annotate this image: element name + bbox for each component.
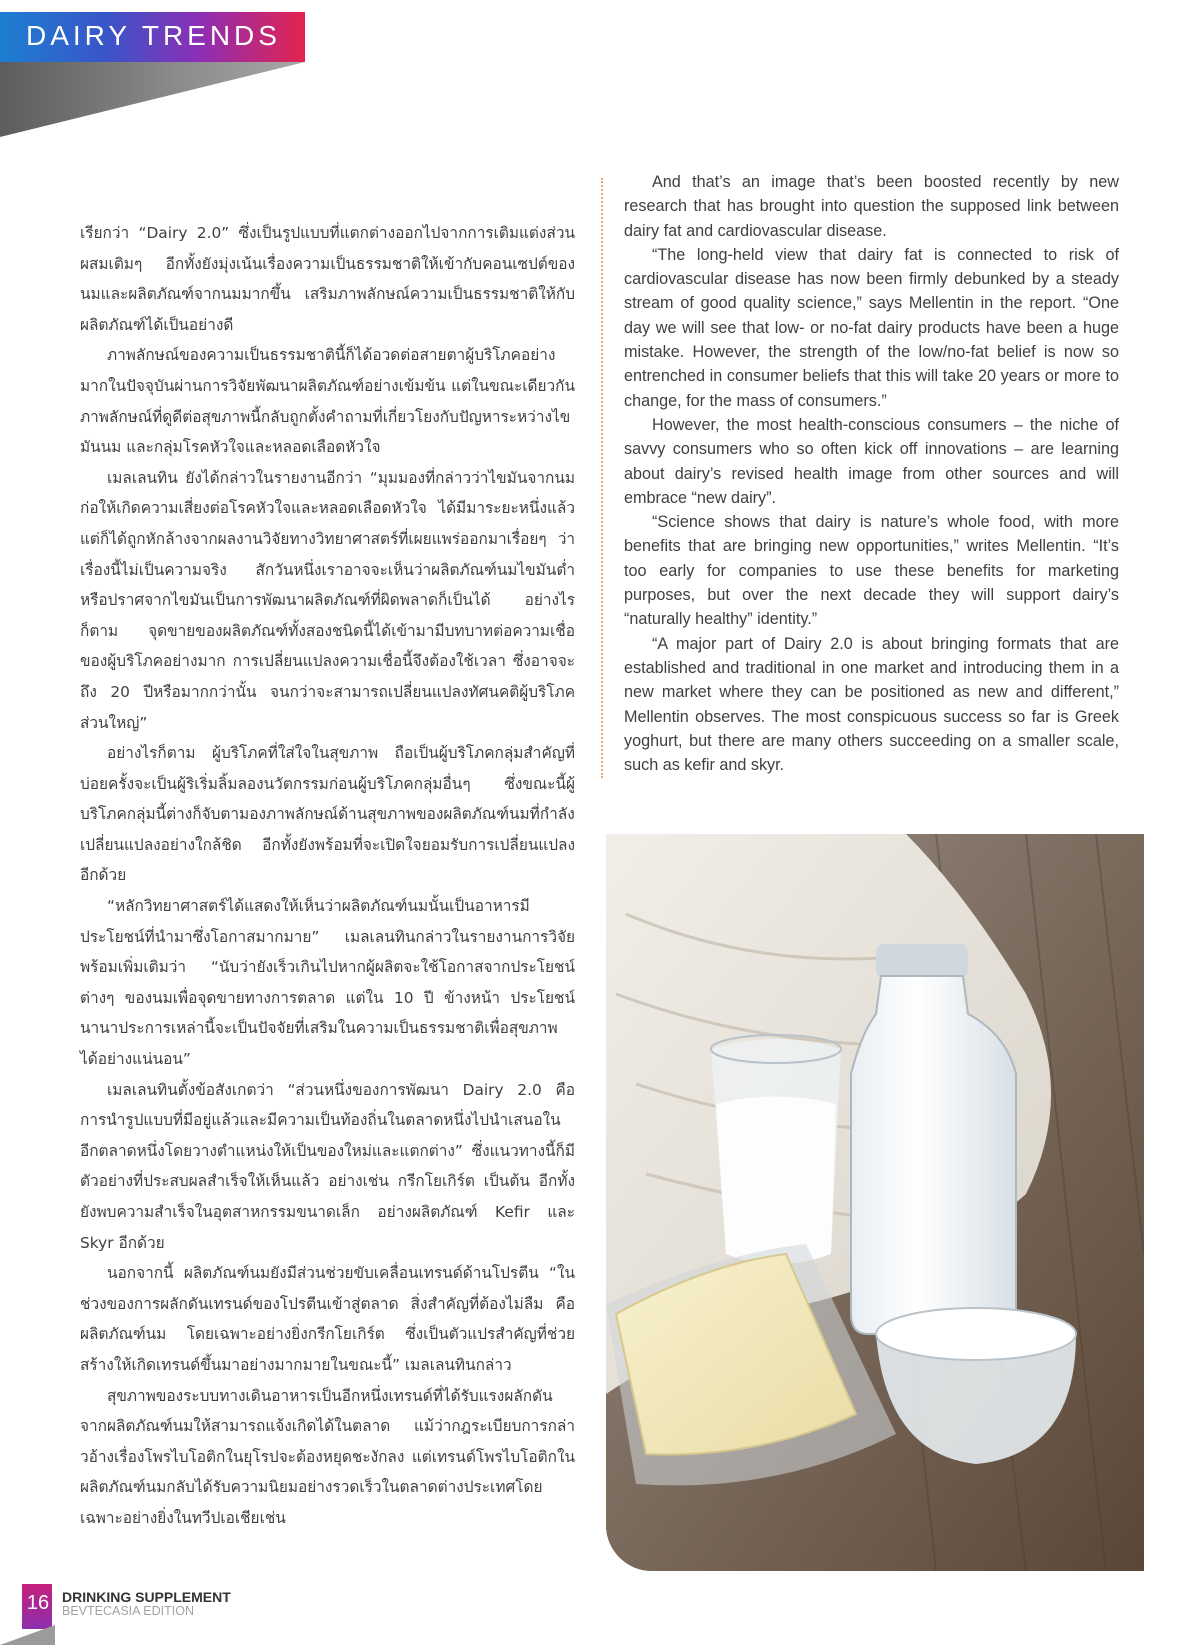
article-paragraph: ภาพลักษณ์ของความเป็นธรรมชาตินี้ก็ได้อวดต่อสายตาผู้บริโภคอย่างมากในปัจจุบันผ่านการวิจัยพัฒนาผลิตภัณฑ์อย่างเข้มข้น แต่ในขณะเดียวกันภาพลักษณ์ที่ดูดีต่อสุขภาพนี้กลับถูกตั้งคำถามที่เกี่ยวโยงกับปัญหาระหว่างไขมันนม และกลุ่มโรคหัวใจและหลอดเลือดหัวใจ xyxy=(80,346,575,457)
article-paragraph: นอกจากนี้ ผลิตภัณฑ์นมยังมีส่วนช่วยขับเคลื่อนเทรนด์ด้านโปรตีน “ในช่วงของการผลักดันเทรนด์ของโปรตีนเข้าสู่ตลาด สิ่งสำคัญที่ต้องไม่ลืม คือ ผลิตภัณฑ์นม โดยเฉพาะอย่างยิ่งกรีกโยเกิร์ต ซึ่งเป็นตัวแปรสำคัญที่ช่วยสร้างให้เกิดเทรนด์ขึ้นมาอย่างมากมายในขณะนี้” เมลเลนทินกล่าว xyxy=(80,1264,575,1374)
publication-edition: BEVTECASIA EDITION xyxy=(62,1604,194,1618)
article-paragraph: อย่างไรก็ตาม ผู้บริโภคที่ใส่ใจในสุขภาพ ถือเป็นผู้บริโภคกลุ่มสำคัญที่บ่อยครั้งจะเป็นผู้ริเริ่มลิ้มลองนวัตกรรมก่อนผู้บริโภคกลุ่มอื่นๆ ซึ่งขณะนี้ผู้บริโภคกลุ่มนี้ต่างก็จับตามองภาพลักษณ์ด้านสุขภาพของผลิตภัณฑ์นมที่กำลังเปลี่ยนแปลงอย่างใกล้ชิด อีกทั้งยังพร้อมที่จะเปิดใจยอมรับการเปลี่ยนแปลงอีกด้วย xyxy=(80,744,575,885)
milk-glass xyxy=(711,1035,841,1264)
article-paragraph: “หลักวิทยาศาสตร์ได้แสดงให้เห็นว่าผลิตภัณฑ์นมนั้นเป็นอาหารมีประโยชน์ที่นำมาซึ่งโอกาสมากมาย” เมลเลนทินกล่าวในรายงานการวิจัยพร้อมเพิ่มเติมว่า “นับว่ายังเร็วเกินไปหากผู้ผลิตจะใช้โอกาสจากประโยชน์ต่างๆ ของนมเพื่อจุดขายทางการตลาด แต่ใน 10 ปี ข้างหน้า ประโยชน์นานาประการเหล่านี้จะเป็นปัจจัยที่เสริมในความเป็นธรรมชาติเพื่อสุขภาพได้อย่างแน่นอน” xyxy=(80,897,575,1069)
article-paragraph: “Science shows that dairy is nature’s whole food, with more benefits that are bringing new opportunities,” writes Mellentin. “It’s too early for companies to use these benefits for marketing purposes, but over the next decade they will support dairy’s “naturally healthy” identity.” xyxy=(624,513,1119,629)
dairy-products-photo xyxy=(606,834,1144,1571)
article-paragraph: And that’s an image that’s been boosted recently by new research that has brought into question the supposed link between dairy fat and cardiovascular disease. xyxy=(624,173,1119,240)
right-article-column xyxy=(624,170,1119,777)
article-paragraph: เมลเลนทิน ยังได้กล่าวในรายงานอีกว่า “มุมมองที่กล่าวว่าไขมันจากนมก่อให้เกิดความเสี่ยงต่อโรคหัวใจและหลอดเลือดหัวใจ ได้มีมาระยะหนึ่งแล้ว แต่ก็ได้ถูกหักล้างจากผลงานวิจัยทางวิทยาศาสตร์ที่เผยแพร่ออกมาเรื่อยๆ ว่าเรื่องนี้ไม่เป็นความจริง สักวันหนึ่งเราอาจจะเห็นว่าผลิตภัณฑ์นมไขมันต่ำหรือปราศจากไขมันเป็นการพัฒนาผลิตภัณฑ์ที่ผิดพลาดก็เป็นได้ อย่างไรก็ตาม จุดขายของผลิตภัณฑ์ทั้งสองชนิดนี้ได้เข้ามามีบทบาทต่อความเชื่อของผู้บริโภคอย่างมาก การเปลี่ยนแปลงความเชื่อนี้จึงต้องใช้เวลา ซึ่งอาจจะถึง 20 ปีหรือมากกว่านั้น จนกว่าจะสามารถเปลี่ยนแปลงทัศนคติผู้บริโภคส่วนใหญ่” xyxy=(80,468,575,732)
article-paragraph: “The long-held view that dairy fat is connected to risk of cardiovascular disease has now been firmly debunked by a steady stream of good quality science,” says Mellentin in the report. “One day we will see that low- or no-fat dairy products have been a huge mistake. However, the strength of the low/no-fat belief is now so entrenched in consumer beliefs that this will take 20 years or more to change, for the mass of consumers.” xyxy=(624,245,1119,410)
article-paragraph: However, the most health-conscious consumers – the niche of savvy consumers who so often kick off innovations – are learning about dairy’s revised health image from other sources and will embrace “new dairy”. xyxy=(624,415,1119,507)
article-paragraph: “A major part of Dairy 2.0 is about bringing formats that are established and traditional in one market and introducing them in a new market where they can be positioned as new and different,” Mellentin observes. The most conspicuous success so far is Greek yoghurt, but there are many others succeeding on a smaller scale, such as kefir and skyr. xyxy=(624,634,1119,775)
article-paragraph: เมลเลนทินตั้งข้อสังเกตว่า “ส่วนหนึ่งของการพัฒนา Dairy 2.0 คือ การนำรูปแบบที่มีอยู่แล้วและมีความเป็นท้องถิ่นในตลาดหนึ่งไปนำเสนอในอีกตลาดหนึ่งโดยวางตำแหน่งให้เป็นของใหม่และแตกต่าง” ซึ่งแนวทางนี้ก็มีตัวอย่างที่ประสบผลสำเร็จให้เห็นแล้ว อย่างเช่น กรีกโยเกิร์ต เป็นต้น อีกทั้งยังพบความสำเร็จในอุตสาหกรรมขนาดเล็ก อย่างผลิตภัณฑ์ Kefir และ Skyr อีกด้วย xyxy=(80,1080,575,1252)
header-gray-wedge xyxy=(0,62,305,137)
left-article-column xyxy=(80,218,575,1534)
column-divider xyxy=(601,178,603,778)
section-title: DAIRY TRENDS xyxy=(26,20,281,51)
page-number: 16 xyxy=(26,1592,50,1614)
publication-title: DRINKING SUPPLEMENT xyxy=(62,1589,231,1605)
article-paragraph: สุขภาพของระบบทางเดินอาหารเป็นอีกหนึ่งเทรนด์ที่ได้รับแรงผลักดันจากผลิตภัณฑ์นมให้สามารถแจ้งเกิดได้ในตลาด แม้ว่ากฎระเบียบการกล่าวอ้างเรื่องโพรไบโอติกในยุโรปจะต้องหยุดชะงักลง แต่เทรนด์โพรไบโอติกในผลิตภัณฑ์นมกลับได้รับความนิยมอย่างรวดเร็วในตลาดต่างประเทศโดยเฉพาะอย่างยิ่งในทวีปเอเชียเช่น xyxy=(80,1386,575,1527)
article-paragraph: เรียกว่า “Dairy 2.0” ซึ่งเป็นรูปแบบที่แตกต่างออกไปจากการเติมแต่งส่วนผสมเติมๆ อีกทั้งยังมุ่งเน้นเรื่องความเป็นธรรมชาติให้เข้ากับคอนเซปต์ของนมและผลิตภัณฑ์จากนมมากขึ้น เสริมภาพลักษณ์ความเป็นธรรมชาติให้กับผลิตภัณฑ์ได้เป็นอย่างดี xyxy=(80,224,575,334)
